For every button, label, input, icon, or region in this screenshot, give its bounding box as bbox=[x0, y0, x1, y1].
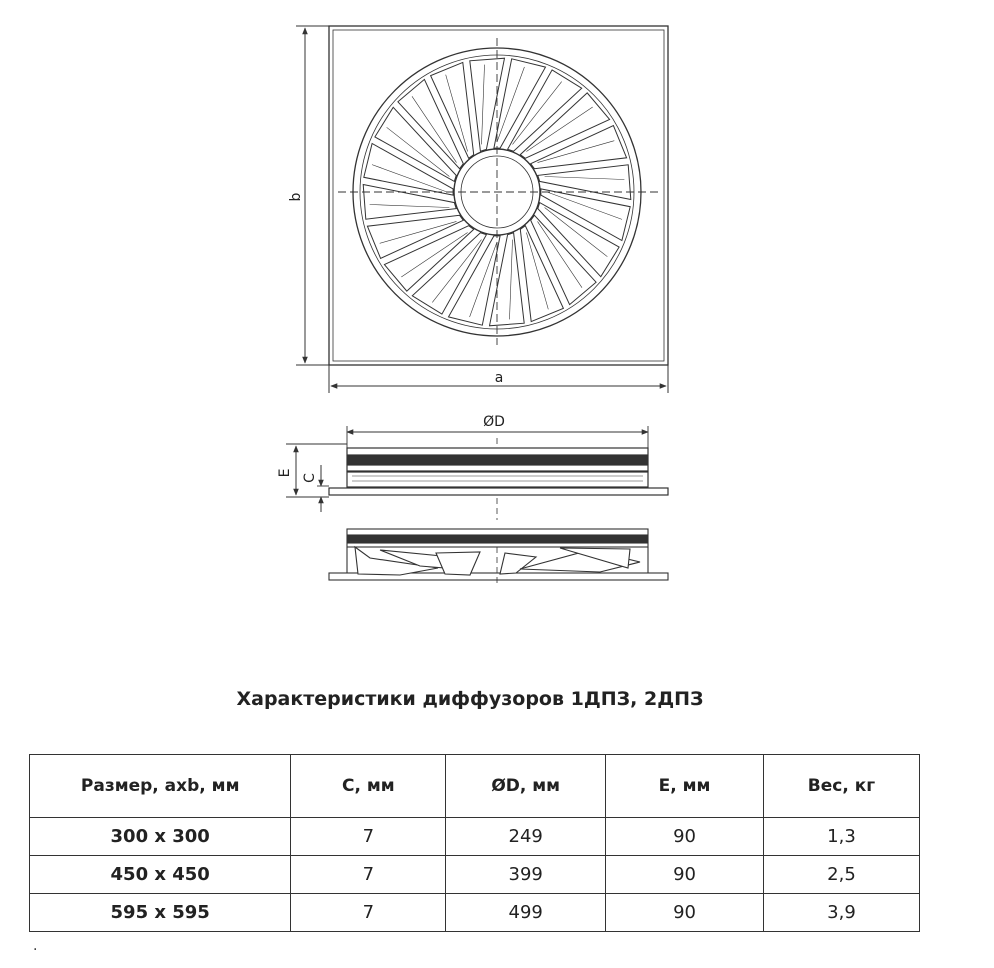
table-row bbox=[30, 818, 920, 856]
side-dark-band bbox=[347, 456, 648, 464]
cell-d: 399 bbox=[446, 856, 606, 894]
table-row bbox=[30, 856, 920, 894]
cell-c: 7 bbox=[291, 894, 446, 932]
cell-c: 7 bbox=[291, 818, 446, 856]
footnote: . bbox=[33, 938, 38, 954]
dimension-C-label: C bbox=[302, 473, 318, 483]
dimension-a-label: a bbox=[494, 370, 504, 386]
dimension-D-label: ØD bbox=[483, 414, 505, 430]
cell-weight: 2,5 bbox=[763, 856, 919, 894]
table-row bbox=[30, 894, 920, 932]
cell-size: 595 x 595 bbox=[30, 894, 291, 932]
cell-size: 450 x 450 bbox=[30, 856, 291, 894]
cell-weight: 3,9 bbox=[763, 894, 919, 932]
cell-c: 7 bbox=[291, 856, 446, 894]
side-flange bbox=[329, 488, 668, 495]
table-header-row bbox=[30, 755, 920, 818]
dimension-b-label: b bbox=[288, 192, 304, 202]
cell-d: 499 bbox=[446, 894, 606, 932]
cell-size: 300 x 300 bbox=[30, 818, 291, 856]
header-size: Размер, axb, мм bbox=[30, 755, 291, 818]
cell-e: 90 bbox=[606, 818, 764, 856]
table-title: Характеристики диффузоров 1ДПЗ, 2ДПЗ bbox=[236, 688, 704, 710]
header-weight: Вес, кг bbox=[763, 755, 919, 818]
cell-e: 90 bbox=[606, 856, 764, 894]
cell-weight: 1,3 bbox=[763, 818, 919, 856]
cell-d: 249 bbox=[446, 818, 606, 856]
top-view bbox=[329, 26, 668, 365]
section-view bbox=[329, 529, 668, 585]
header-c: C, мм bbox=[291, 755, 446, 818]
specifications-table bbox=[29, 754, 920, 932]
cell-e: 90 bbox=[606, 894, 764, 932]
dimension-E-label: E bbox=[277, 468, 293, 478]
header-e: E, мм bbox=[606, 755, 764, 818]
header-d: ØD, мм bbox=[446, 755, 606, 818]
side-view bbox=[286, 426, 668, 520]
